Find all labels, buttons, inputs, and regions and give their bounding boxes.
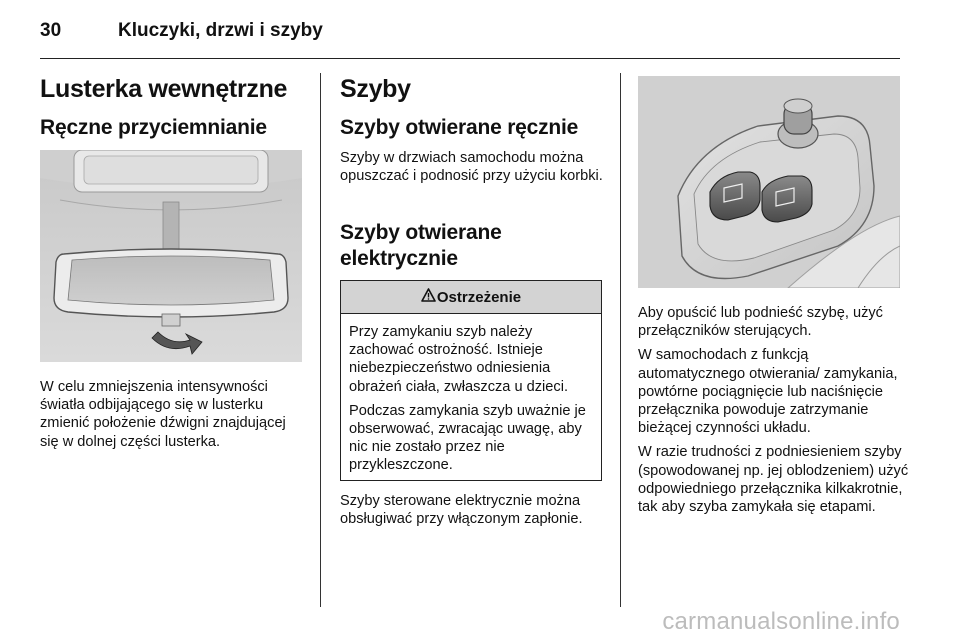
switch-paragraph: Aby opuścić lub podnieść szybę, użyć przełączników sterujących. <box>638 305 883 340</box>
warning-paragraph-1: Przy zamykaniu szyb należy zachować ostrożność. Istnieje niebezpieczeństwo odniesienia obrażeń ciała, zwłaszcza u dzieci. <box>349 324 569 395</box>
column-divider-right <box>620 73 621 607</box>
warning-box <box>340 280 602 481</box>
page-number: 30 <box>40 20 62 41</box>
manual-windows-paragraph: Szyby w drzwiach samochodu można opuszczać i podnosić przy użyciu korbki. <box>340 150 603 185</box>
subsection-title-manual-dimming: Ręczne przyciemnianie <box>40 116 267 139</box>
subsection-title-power-windows <box>340 220 502 272</box>
watermark: carmanualsonline.info <box>662 608 900 635</box>
power-windows-heading-line1: Szyby otwierane <box>340 221 502 244</box>
auto-open-close-paragraph: W samochodach z funkcją automatycznego otwierania/ zamykania, powtórne pociągnięcie lub naciśnięcie przełącznika powoduje zatrzymanie bieżącej czynności układu. <box>638 347 898 437</box>
warning-content <box>341 314 601 483</box>
warning-title: Ostrzeżenie <box>436 288 522 306</box>
warning-triangle-icon <box>421 288 436 306</box>
section-title-windows: Szyby <box>340 75 411 103</box>
power-windows-ignition-paragraph: Szyby sterowane elektrycznie można obsługiwać przy włączonym zapłonie. <box>340 493 583 528</box>
window-switch-illustration <box>638 76 900 288</box>
section-title-mirrors: Lusterka wewnętrzne <box>40 75 288 103</box>
rear-view-mirror-illustration <box>40 150 302 362</box>
mirror-paragraph: W celu zmniejszenia intensywności światła odbijającego się w lusterku zmienić położenie dźwigni znajdującej się w dolnej części lusterka. <box>40 379 286 450</box>
mirror-drawing <box>40 150 302 362</box>
column3-text <box>638 304 910 522</box>
header-rule <box>40 58 900 59</box>
frozen-window-paragraph: W razie trudności z podniesieniem szyby (spowodowanej np. jej oblodzeniem) użyć odpowiedniego przełącznika kilkakrotnie, tak aby szyba zamykała się etapami. <box>638 444 909 516</box>
warning-header <box>341 281 601 314</box>
window-switch-drawing <box>638 76 900 288</box>
column-divider-left <box>320 73 321 607</box>
chapter-title: Kluczyki, drzwi i szyby <box>118 20 323 41</box>
power-windows-heading-line2: elektrycznie <box>340 247 458 270</box>
warning-paragraph-2: Podczas zamykania szyb uważnie je obserwować, zwracając uwagę, aby nic nie zostało przez nie przykleszczone. <box>349 402 586 474</box>
subsection-title-manual-windows: Szyby otwierane ręcznie <box>340 116 579 139</box>
